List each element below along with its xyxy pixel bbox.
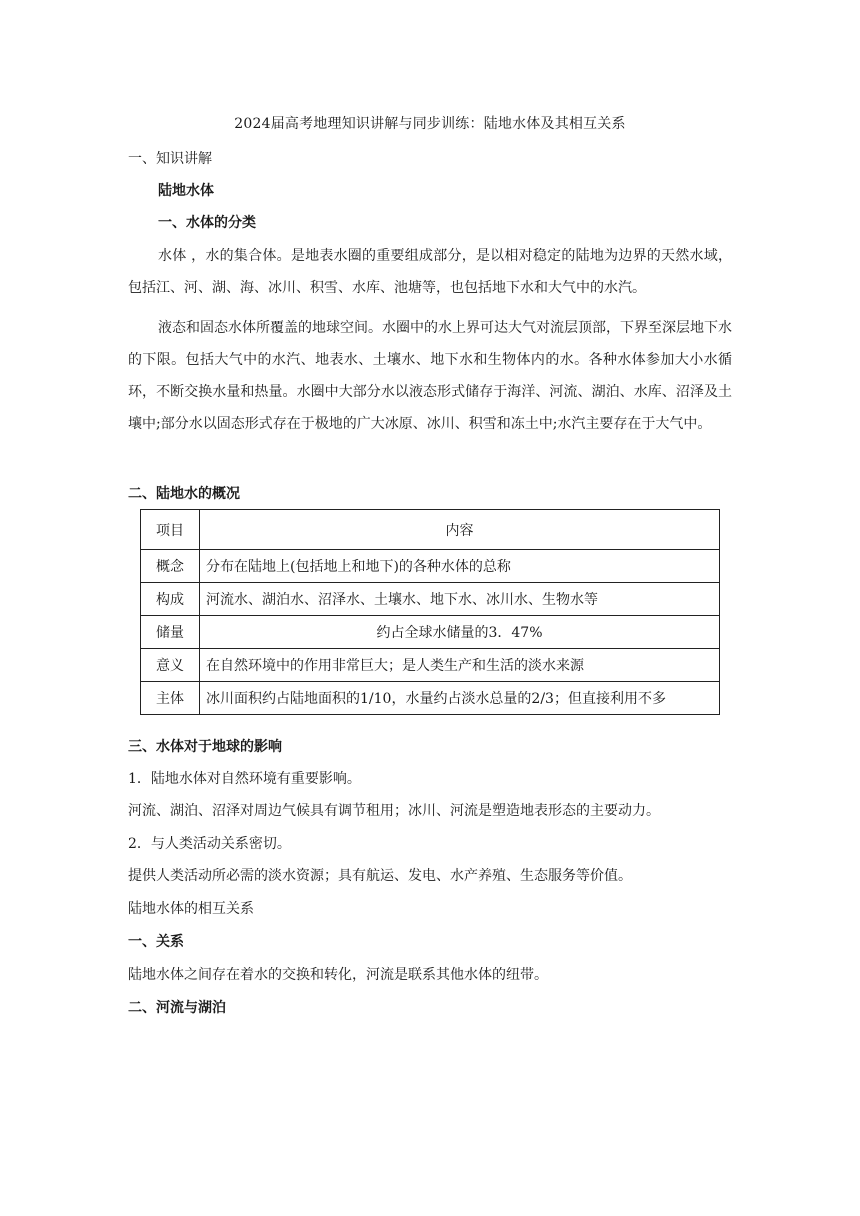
paragraph-hydrosphere: 液态和固态水体所覆盖的地球空间。水圈中的水上界可达大气对流层顶部，下界至深层地下水的下限。包括大气中的水汽、地表水、土壤水、地下水和生物体内的水。各种水体参加大小水循环，不断交换水量和热量。水圈中大部分水以液态形式储存于海洋、河流、湖泊、水库、沼泽及土壤中;部分水以固态形式存在于极地的广大冰原、冰川、积雪和冻土中;水汽主要存在于大气中。 — [128, 320, 732, 432]
influence-item-2-text: 提供人类活动所必需的淡水资源；具有航运、发电、水产养殖、生态服务等价值。 — [128, 868, 632, 884]
section-heading-classification: 一、水体的分类 — [158, 215, 256, 231]
relation-text: 陆地水体之间存在着水的交换和转化，河流是联系其他水体的纽带。 — [128, 967, 548, 983]
influence-item-2: 2．与人类活动关系密切。 — [128, 836, 291, 852]
table-cell-content: 冰川面积约占陆地面积的1/10，水量约占淡水总量的2/3；但直接利用不多 — [200, 682, 720, 715]
table-row — [141, 583, 720, 616]
table-cell-item: 主体 — [141, 682, 200, 715]
table-cell-item: 储量 — [141, 616, 200, 649]
table-header-cell: 项目 — [141, 510, 200, 550]
table-cell-item: 构成 — [141, 583, 200, 616]
part-heading: 一、知识讲解 — [128, 151, 212, 167]
document-title: 2024届高考地理知识讲解与同步训练：陆地水体及其相互关系 — [234, 116, 626, 132]
section-subtitle-relations: 陆地水体的相互关系 — [128, 901, 254, 917]
section-heading-influence: 三、水体对于地球的影响 — [128, 739, 282, 755]
table-row — [141, 550, 720, 583]
table-cell-content: 在自然环境中的作用非常巨大；是人类生产和生活的淡水来源 — [200, 649, 720, 682]
section-subtitle: 陆地水体 — [158, 183, 214, 199]
section-heading-relation: 一、关系 — [128, 934, 184, 950]
influence-item-1: 1．陆地水体对自然环境有重要影响。 — [128, 771, 361, 787]
table-row — [141, 649, 720, 682]
table-row — [141, 616, 720, 649]
table-cell-content: 河流水、湖泊水、沼泽水、土壤水、地下水、冰川水、生物水等 — [200, 583, 720, 616]
table-header-cell: 内容 — [200, 510, 720, 550]
section-heading-overview: 二、陆地水的概况 — [128, 486, 240, 502]
table-cell-content: 约占全球水储量的3．47% — [200, 616, 720, 649]
paragraph-water-body: 水体 ，水的集合体。是地表水圈的重要组成部分，是以相对稳定的陆地为边界的天然水域，包括江、河、湖、海、冰川、积雪、水库、池塘等，也包括地下水和大气中的水汽。 — [128, 248, 732, 296]
table-header-row — [141, 510, 720, 550]
table-cell-content: 分布在陆地上(包括地上和地下)的各种水体的总称 — [200, 550, 720, 583]
table-cell-item: 概念 — [141, 550, 200, 583]
influence-item-1-text: 河流、湖泊、沼泽对周边气候具有调节租用；冰川、河流是塑造地表形态的主要动力。 — [128, 803, 660, 819]
land-water-overview-table — [140, 509, 720, 715]
section-heading-rivers-lakes: 二、河流与湖泊 — [128, 1000, 226, 1016]
table-row — [141, 682, 720, 715]
table-cell-item: 意义 — [141, 649, 200, 682]
